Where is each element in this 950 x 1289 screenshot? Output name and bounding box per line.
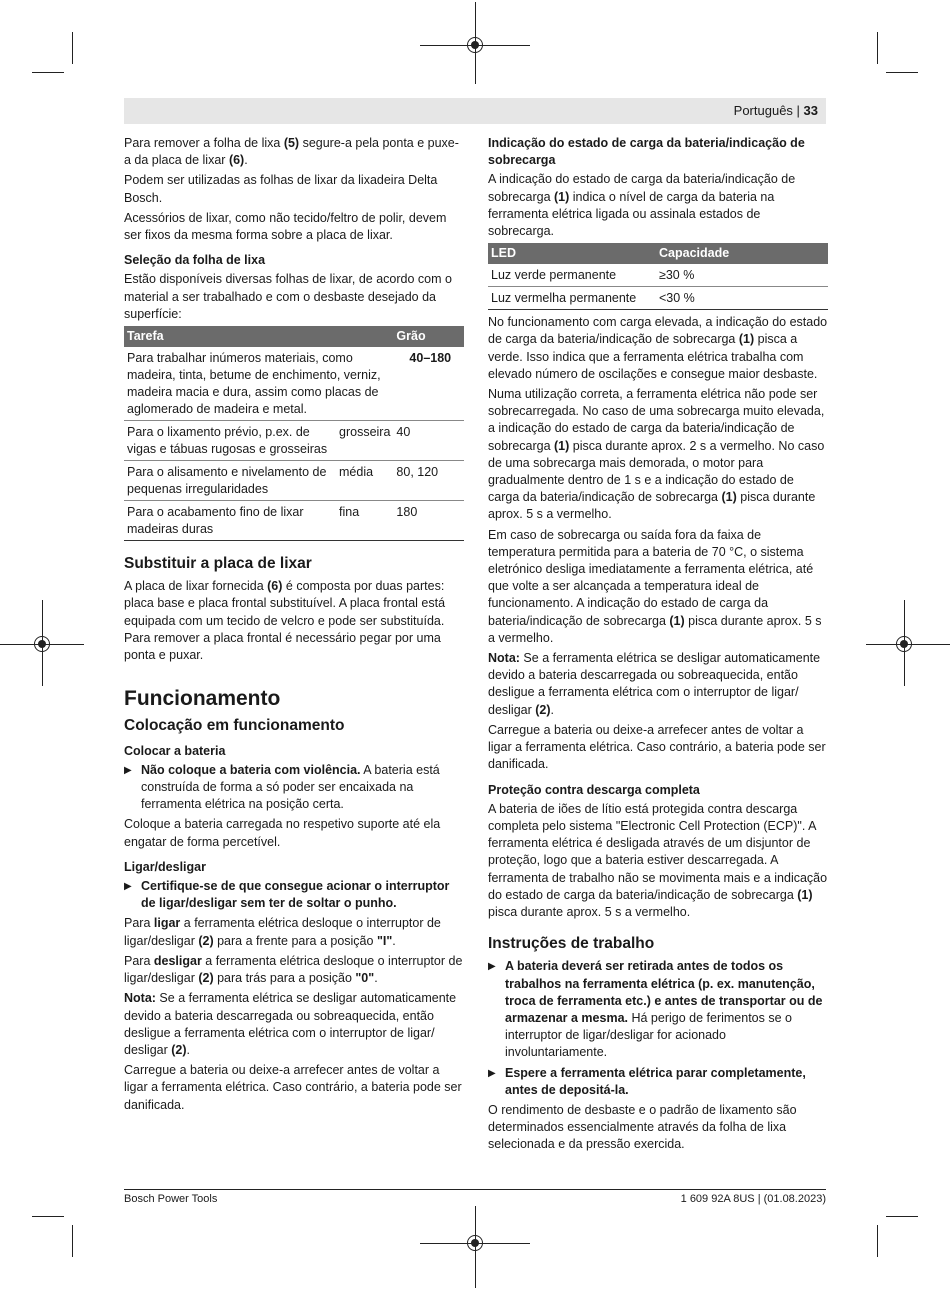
task-cell: Para trabalhar inúmeros materiais, como madeira, tinta, betume de enchimento, verniz, madeira macia e dura, assim como placas de aglomerado de madeira e metal. bbox=[124, 347, 393, 421]
page-header: Português | 33 bbox=[124, 98, 826, 124]
footer-brand: Bosch Power Tools bbox=[124, 1193, 218, 1205]
capacity-cell: <30 % bbox=[656, 287, 828, 310]
battery-text: Coloque a bateria carregada no respetivo suporte até ela engatar de forma percetível. bbox=[124, 817, 441, 849]
paragraph: Podem ser utilizadas as folhas de lixar da lixadeira Delta Bosch. bbox=[124, 173, 438, 205]
paragraph: Carregue a bateria ou deixe-a arrefecer antes de voltar a ligar a ferramenta elétrica. Caso contrário, a bateria pode ser danificada. bbox=[488, 722, 826, 772]
grade-cell: grosseira bbox=[336, 421, 393, 461]
selection-text: Estão disponíveis diversas folhas de lixar, de acordo com o material a ser trabalhado e com o desbaste desejado da superfície: bbox=[124, 272, 452, 321]
page-number: 33 bbox=[803, 103, 818, 118]
paragraph: Para desligar a ferramenta elétrica desloque o interruptor de ligar/desligar (2) para trás para a posição "0". bbox=[124, 953, 463, 986]
grit-table-header-grit: Grão bbox=[393, 326, 464, 347]
task-cell: Para o lixamento prévio, p.ex. de vigas e tábuas rugosas e grosseiras bbox=[124, 421, 336, 461]
paragraph: No funcionamento com carga elevada, a indicação do estado de carga da bateria/indicação de sobrecarga (1) pisca a verde. Isso indica que a ferramenta elétrica trabalha com elevado número de oscilações e consegue maior desbaste. bbox=[488, 315, 828, 381]
led-cell: Luz vermelha permanente bbox=[488, 287, 656, 310]
paragraph: Carregue a bateria ou deixe-a arrefecer antes de voltar a ligar a ferramenta elétrica. Caso contrário, a bateria pode ser danificada. bbox=[124, 1063, 462, 1112]
startup-heading: Colocação em funcionamento bbox=[124, 717, 345, 735]
replace-plate-text: A placa de lixar fornecida (6) é composta por duas partes: placa base e placa frontal substituível. A placa frontal está equipada com um tecido de velcro e pode ser substituída. Para remover a placa frontal é necessário pegar por uma ponta e puxar. bbox=[124, 579, 446, 663]
charge-indicator-details bbox=[488, 314, 828, 773]
grit-cell: 80, 120 bbox=[393, 461, 464, 501]
table-row bbox=[124, 501, 464, 541]
paragraph: Acessórios de lixar, como não tecido/feltro de polir, devem ser fixos da mesma forma sobre a placa de lixar. bbox=[124, 210, 447, 243]
selection-heading: Seleção da folha de lixa bbox=[124, 253, 266, 268]
table-row bbox=[124, 461, 464, 501]
bullet-item: ▶ Espere a ferramenta elétrica parar completamente, antes de depositá-la. bbox=[488, 1065, 828, 1099]
paragraph: Para ligar a ferramenta elétrica desloque o interruptor de ligar/desligar (2) para a frente para a posição "I". bbox=[124, 916, 441, 948]
table-row bbox=[488, 287, 828, 310]
grit-cell: 40 bbox=[393, 421, 464, 461]
work-instructions-text: O rendimento de desbaste e o padrão de lixamento são determinados essencialmente através da folha de lixa selecionada e da pressão exercida. bbox=[488, 1102, 797, 1152]
crop-mark bbox=[32, 1216, 64, 1217]
grade-cell: média bbox=[336, 461, 393, 501]
switch-warning-bullet: ▶ Certifique-se de que consegue acionar o interruptor de ligar/desligar sem ter de soltar o punho. bbox=[124, 878, 464, 912]
insert-battery-heading: Colocar a bateria bbox=[124, 743, 226, 758]
right-column bbox=[488, 135, 828, 1157]
crop-mark bbox=[877, 1225, 878, 1257]
crop-mark bbox=[32, 72, 64, 73]
task-cell: Para o alisamento e nivelamento de pequenas irregularidades bbox=[124, 461, 336, 501]
footer-rule bbox=[124, 1189, 826, 1190]
capacity-cell: ≥30 % bbox=[656, 264, 828, 287]
left-column bbox=[124, 135, 464, 1117]
grit-cell: 40–180 bbox=[393, 347, 464, 421]
paragraph: Para remover a folha de lixa (5) segure-a pela ponta e puxe-a da placa de lixar (6). bbox=[124, 136, 459, 168]
charge-indicator-intro: A indicação do estado de carga da bateria/indicação de sobrecarga (1) indica o nível de carga da bateria na ferramenta elétrica ligada ou assinala estados de sobrecarga. bbox=[488, 172, 796, 239]
grit-cell: 180 bbox=[393, 501, 464, 541]
crop-mark bbox=[886, 1216, 918, 1217]
crop-mark bbox=[72, 32, 73, 64]
table-row bbox=[124, 347, 464, 421]
crop-mark bbox=[877, 32, 878, 64]
paragraph: Numa utilização correta, a ferramenta elétrica não pode ser sobrecarregada. No caso de uma sobrecarga muito elevada, a indicação do estado de carga da bateria/indicação de sobrecarga (1) pisca durante aprox. 2 s a vermelho. No caso de uma sobrecarga mais demorada, o motor para gradualmente dentro de 1 s e a indicação do estado de carga da bateria/indicação de sobrecarga (1) pisca durante aprox. 5 s a vermelho. bbox=[488, 387, 825, 522]
charge-indicator-heading: Indicação do estado de carga da bateria/indicação de sobrecarga bbox=[488, 136, 805, 168]
grit-table-header-task: Tarefa bbox=[124, 326, 393, 347]
registration-mark-icon bbox=[896, 636, 912, 652]
sanding-sheet-intro bbox=[124, 135, 464, 244]
switch-instructions bbox=[124, 915, 464, 1113]
led-cell: Luz verde permanente bbox=[488, 264, 656, 287]
operation-heading: Funcionamento bbox=[124, 687, 281, 711]
led-table-header-capacity: Capacidade bbox=[656, 243, 828, 264]
grit-table bbox=[124, 326, 464, 541]
grade-cell: fina bbox=[336, 501, 393, 541]
registration-mark-icon bbox=[467, 1235, 483, 1251]
footer-doc-number: 1 609 92A 8US | (01.08.2023) bbox=[680, 1193, 826, 1205]
paragraph: Nota: Se a ferramenta elétrica se desligar automaticamente devido a bateria descarregada ou sobreaquecida, então desligue a ferramenta elétrica com o interruptor de ligar/ desligar (2). bbox=[124, 991, 457, 1057]
led-table bbox=[488, 243, 828, 310]
work-instructions-heading: Instruções de trabalho bbox=[488, 935, 655, 953]
table-row bbox=[488, 264, 828, 287]
table-row bbox=[124, 421, 464, 461]
crop-mark bbox=[72, 1225, 73, 1257]
on-off-heading: Ligar/desligar bbox=[124, 859, 206, 874]
discharge-protection-heading: Proteção contra descarga completa bbox=[488, 782, 700, 797]
work-instruction-bullets bbox=[488, 958, 828, 1099]
paragraph: Em caso de sobrecarga ou saída fora da faixa de temperatura permitida para a bateria de 70 °C, o sistema eletrónico desliga imediatamente a ferramenta elétrica, até que volte a ser alcançada a temperatura ideal de funcionamento. A indicação do estado de carga da bateria/indicação de sobrecarga (1) pisca durante aprox. 5 s a vermelho. bbox=[488, 527, 822, 645]
task-cell: Para o acabamento fino de lixar madeiras duras bbox=[124, 501, 336, 541]
registration-mark-icon bbox=[467, 37, 483, 53]
registration-mark-icon bbox=[34, 636, 50, 652]
discharge-protection-text: A bateria de iões de lítio está protegida contra descarga completa pelo sistema "Electronic Cell Protection (ECP)". A ferramenta elétrica é desligada através de um disjuntor de proteção, logo que a bateria estiver descarregada. A ferramenta de trabalho não se movimenta mais e a indicação do estado de carga da bateria/indicação de sobrecarga (1) pisca durante aprox. 5 s a vermelho. bbox=[488, 801, 828, 919]
paragraph: Nota: Se a ferramenta elétrica se desligar automaticamente devido a bateria descarregada ou sobreaquecida, então desligue a ferramenta elétrica com o interruptor de ligar/ desligar (2). bbox=[488, 651, 821, 717]
crop-mark bbox=[886, 72, 918, 73]
battery-warning-bullet: ▶ Não coloque a bateria com violência. A bateria está construída de forma a só poder ser encaixada na ferramenta elétrica na posição certa. bbox=[124, 762, 464, 814]
bullet-item: ▶ A bateria deverá ser retirada antes de todos os trabalhos na ferramenta elétrica (p. ex. manutenção, troca de ferramenta etc.) e antes de transportar ou de armazenar a mesma. Há perigo de ferimentos se o interruptor de ligar/desligar for acionado involuntariamente. bbox=[488, 958, 828, 1061]
led-table-header-led: LED bbox=[488, 243, 656, 264]
header-language: Português bbox=[733, 103, 793, 118]
replace-plate-heading: Substituir a placa de lixar bbox=[124, 555, 312, 573]
